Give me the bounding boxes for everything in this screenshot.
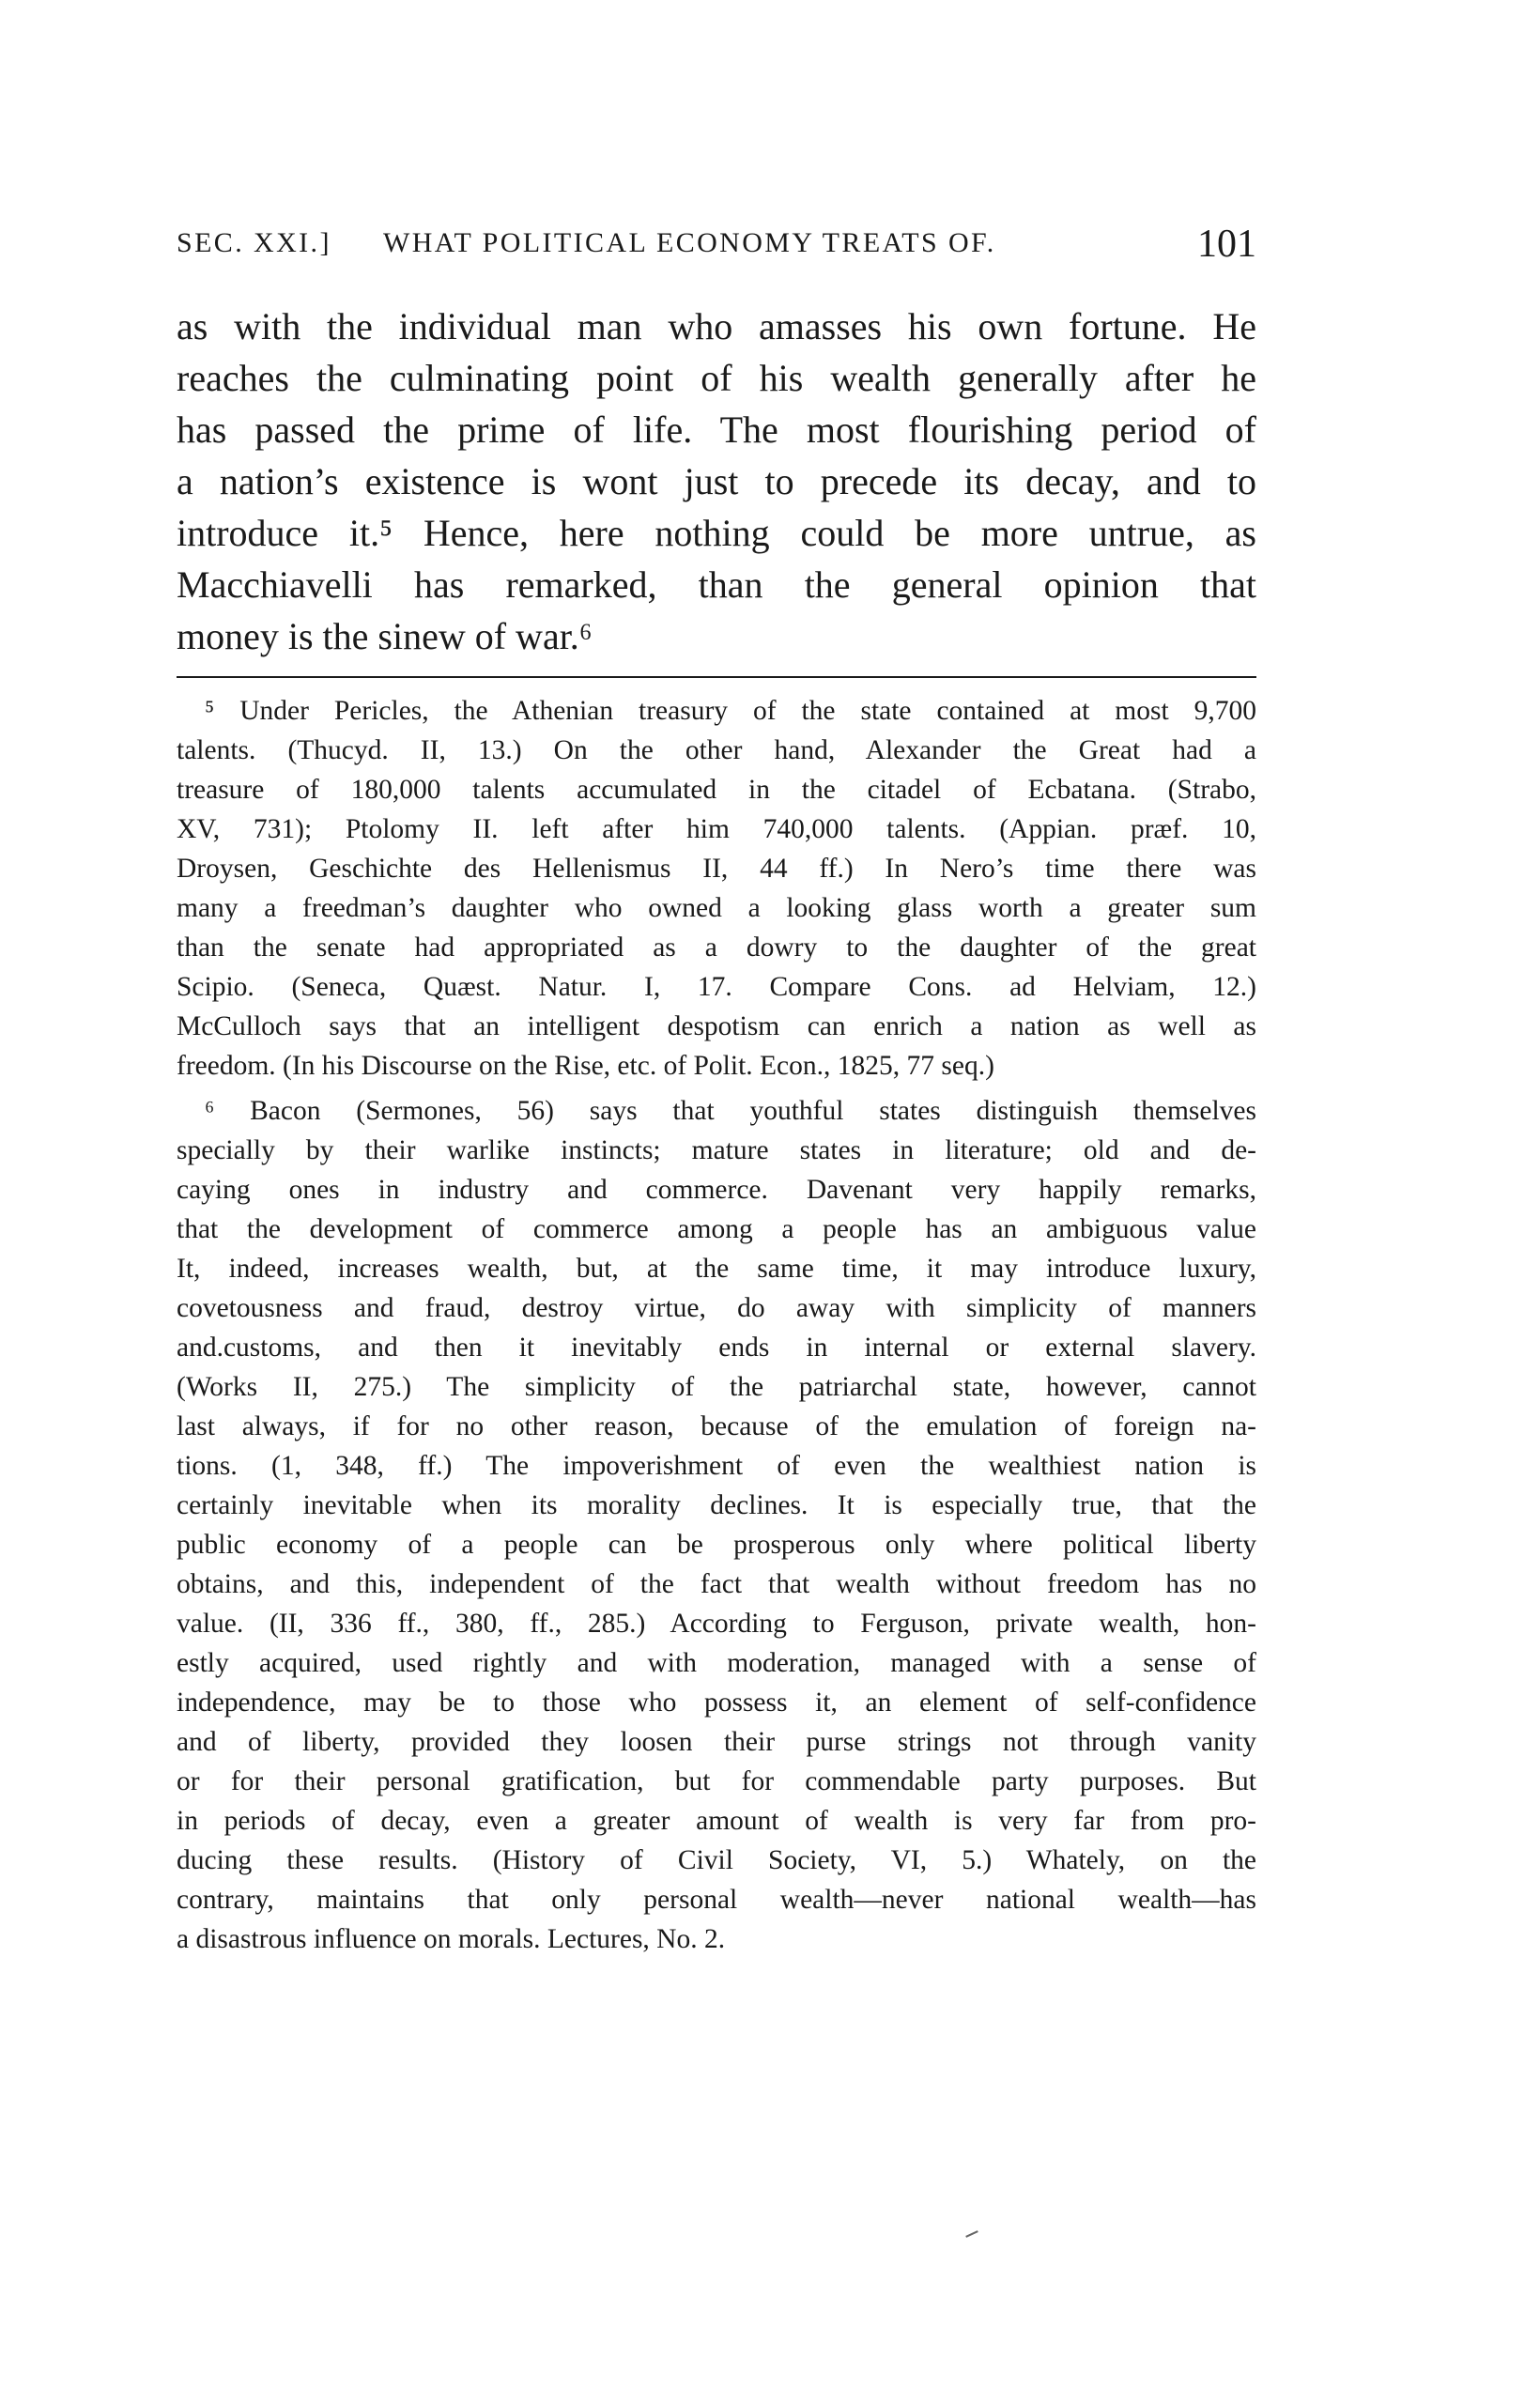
footnote-line: that the development of commerce among a people has an ambiguous value — [177, 1214, 1256, 1244]
section-label: SEC. XXI.] — [177, 227, 331, 258]
footnote-line: in periods of decay, even a greater amount of wealth is very far from pro- — [177, 1806, 1256, 1836]
text-line: has passed the prime of life. The most flourishing period of — [177, 408, 1256, 451]
footnote-line: It, indeed, increases wealth, but, at the same time, it may introduce luxury, — [177, 1254, 1256, 1284]
footnote-line: tions. (1, 348, ff.) The impoverishment of even the wealthiest nation is — [177, 1451, 1256, 1481]
footnote-line: independence, may be to those who possess it, an element of self-confidence — [177, 1687, 1256, 1718]
footnote-line: ⁵ Under Pericles, the Athenian treasury of the state contained at most 9,700 — [205, 696, 1256, 726]
text-line: introduce it.⁵ Hence, here nothing could be more untrue, as — [177, 512, 1256, 554]
footnote-line: or for their personal gratification, but for commendable party purposes. But — [177, 1766, 1256, 1796]
page-number: 101 — [1197, 223, 1256, 266]
text-line: a nation’s existence is wont just to precede its decay, and to — [177, 460, 1256, 502]
footnote-line: freedom. (In his Discourse on the Rise, etc. of Polit. Econ., 1825, 77 seq.) — [177, 1051, 994, 1081]
footnote-line: treasure of 180,000 talents accumulated in the citadel of Ecbatana. (Strabo, — [177, 775, 1256, 805]
footnotes — [177, 691, 1256, 1959]
footnote-line: a disastrous influence on morals. Lectures, No. 2. — [177, 1924, 726, 1954]
footnote-divider — [177, 676, 1256, 678]
text-line: as with the individual man who amasses his own fortune. He — [177, 305, 1256, 347]
footnote-line: value. (II, 336 ff., 380, ff., 285.) According to Ferguson, private wealth, hon- — [177, 1609, 1256, 1639]
footnote-line: McCulloch says that an intelligent despotism can enrich a nation as well as — [177, 1011, 1256, 1041]
footnote-line: contrary, maintains that only personal wealth—never national wealth—has — [177, 1885, 1256, 1915]
footnote-line: talents. (Thucyd. II, 13.) On the other hand, Alexander the Great had a — [177, 735, 1256, 765]
footnote-line: certainly inevitable when its morality declines. It is especially true, that the — [177, 1490, 1256, 1520]
footnote-line: many a freedman’s daughter who owned a looking glass worth a greater sum — [177, 893, 1256, 923]
main-text — [177, 300, 1256, 662]
footnote-line: estly acquired, used rightly and with moderation, managed with a sense of — [177, 1648, 1256, 1678]
footnote-line: covetousness and fraud, destroy virtue, do away with simplicity of manners — [177, 1293, 1256, 1323]
text-line: reaches the culminating point of his wealth generally after he — [177, 357, 1256, 399]
footnote-line: specially by their warlike instincts; mature states in literature; old and de- — [177, 1135, 1256, 1165]
footnote-line: public economy of a people can be prosperous only where political liberty — [177, 1530, 1256, 1560]
footnote-line: caying ones in industry and commerce. Davenant very happily remarks, — [177, 1175, 1256, 1205]
running-head — [177, 222, 1256, 278]
footnote-line: ⁶ Bacon (Sermones, 56) says that youthful states distinguish themselves — [205, 1096, 1256, 1126]
footnote-line: than the senate had appropriated as a dowry to the daughter of the great — [177, 932, 1256, 963]
stray-mark — [965, 2230, 978, 2238]
footnote-line: and of liberty, provided they loosen their purse strings not through vanity — [177, 1727, 1256, 1757]
chapter-title: WHAT POLITICAL ECONOMY TREATS OF. — [383, 227, 996, 258]
footnote-line: Droysen, Geschichte des Hellenismus II, 44 ff.) In Nero’s time there was — [177, 854, 1256, 884]
footnote-line: obtains, and this, independent of the fact that wealth without freedom has no — [177, 1569, 1256, 1599]
footnote-line: Scipio. (Seneca, Quæst. Natur. I, 17. Compare Cons. ad Helviam, 12.) — [177, 972, 1256, 1002]
text-line: Macchiavelli has remarked, than the general opinion that — [177, 563, 1256, 606]
footnote-5 — [177, 691, 1256, 1086]
text-line: money is the sinew of war.⁶ — [177, 615, 593, 657]
footnote-6 — [177, 1091, 1256, 1959]
footnote-line: XV, 731); Ptolomy II. left after him 740,000 talents. (Appian. præf. 10, — [177, 814, 1256, 844]
footnote-line: and.customs, and then it inevitably ends in internal or external slavery. — [177, 1333, 1256, 1363]
footnote-line: ducing these results. (History of Civil Society, VI, 5.) Whately, on the — [177, 1845, 1256, 1875]
footnote-line: (Works II, 275.) The simplicity of the patriarchal state, however, cannot — [177, 1372, 1256, 1402]
footnote-line: last always, if for no other reason, because of the emulation of foreign na- — [177, 1411, 1256, 1441]
